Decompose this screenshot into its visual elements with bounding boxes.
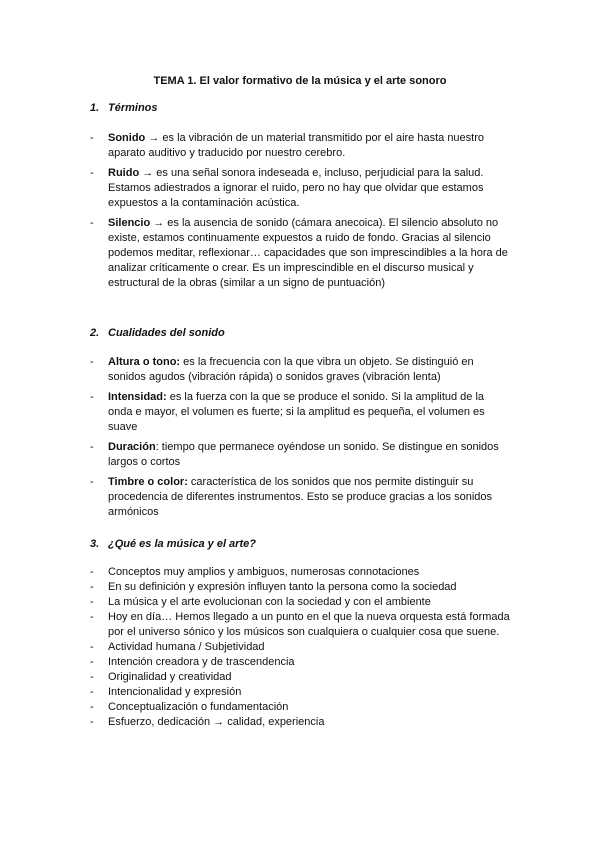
item-text: Actividad humana / Subjetividad — [108, 641, 265, 653]
list-item — [90, 685, 510, 700]
section-heading-cualidades — [90, 326, 225, 341]
item-text: Conceptualización o fundamentación — [108, 701, 289, 713]
term-text: : tiempo que permanece oyéndose un sonido. Se distingue en sonidos largos o cortos — [108, 441, 499, 468]
term-label: Duración — [108, 441, 156, 453]
section-title: ¿Qué es la música y el arte? — [108, 538, 256, 550]
section-number: 1. — [90, 102, 100, 114]
list-item — [90, 355, 510, 385]
list-item — [90, 595, 510, 610]
bullet: - — [90, 716, 94, 728]
bullet: - — [90, 656, 94, 668]
bullet: - — [90, 217, 94, 229]
qualities-list — [90, 355, 510, 525]
item-text: Hoy en día… Hemos llegado a un punto en el que la nueva orquesta está formada por el universo sónico y los músicos son cualquiera o cualquier cosa que suene. — [108, 611, 510, 638]
term-label: Sonido — [108, 132, 146, 144]
bullet: - — [90, 167, 94, 179]
list-item — [90, 475, 510, 520]
term-text: → es la vibración de un material transmitido por el aire hasta nuestro aparato auditivo y traducido por nuestro cerebro. — [108, 132, 485, 159]
term-label: Altura o tono: — [108, 356, 181, 368]
bullet: - — [90, 641, 94, 653]
bullet: - — [90, 356, 94, 368]
term-text: → es la ausencia de sonido (cámara anecoica). El silencio absoluto no existe, estamos continuamente expuestos a ruido de fondo. Gracias al silencio podemos meditar, reflexionar… capacidades que son imprescindibles a la hora de analizar críticamente o crear. Es un imprescindible en el discurso musical y estructural de la obras (similar a un signo de puntuación) — [108, 217, 508, 289]
list-item — [90, 640, 510, 655]
item-text: Intención creadora y de trascendencia — [108, 656, 295, 668]
bullet: - — [90, 441, 94, 453]
section-title: Términos — [108, 102, 158, 114]
item-text: Intencionalidad y expresión — [108, 686, 242, 698]
bullet: - — [90, 701, 94, 713]
list-item — [90, 670, 510, 685]
list-item — [90, 580, 510, 595]
item-text: Originalidad y creatividad — [108, 671, 232, 683]
term-text: es la frecuencia con la que vibra un objeto. Se distinguió en sonidos agudos (vibración rápida) o sonidos graves (vibración lenta) — [108, 356, 474, 383]
list-item — [90, 166, 510, 211]
list-item — [90, 655, 510, 670]
term-label: Silencio — [108, 217, 151, 229]
list-item — [90, 565, 510, 580]
bullet: - — [90, 671, 94, 683]
list-item — [90, 131, 510, 161]
list-item — [90, 715, 510, 730]
bullet: - — [90, 686, 94, 698]
terms-list — [90, 131, 510, 296]
item-text: Esfuerzo, dedicación → calidad, experiencia — [108, 716, 325, 728]
bullet: - — [90, 611, 94, 623]
bullet: - — [90, 581, 94, 593]
list-item — [90, 610, 510, 640]
section-number: 2. — [90, 327, 100, 339]
item-text: Conceptos muy amplios y ambiguos, numerosas connotaciones — [108, 566, 420, 578]
section-title: Cualidades del sonido — [108, 327, 225, 339]
section-heading-terminos — [90, 101, 158, 116]
bullet: - — [90, 596, 94, 608]
section-number: 3. — [90, 538, 100, 550]
term-label: Ruido — [108, 167, 140, 179]
section-heading-musica-arte — [90, 537, 256, 552]
list-item — [90, 216, 510, 291]
list-item — [90, 700, 510, 715]
list-item — [90, 440, 510, 470]
document-title: TEMA 1. El valor formativo de la música y el arte sonoro — [153, 75, 447, 87]
bullet: - — [90, 132, 94, 144]
term-label: Timbre o color: — [108, 476, 188, 488]
term-label: Intensidad: — [108, 391, 167, 403]
item-text: En su definición y expresión influyen tanto la persona como la sociedad — [108, 581, 457, 593]
music-art-list — [90, 565, 510, 730]
bullet: - — [90, 476, 94, 488]
term-text: característica de los sonidos que nos permite distinguir su procedencia de diferentes instrumentos. Esto se produce gracias a los sonidos armónicos — [108, 476, 492, 518]
term-text: → es una señal sonora indeseada e, incluso, perjudicial para la salud. Estamos adiestrados a ignorar el ruido, pero no hay que olvidar que estamos expuestos a la contaminación acústica. — [108, 167, 484, 209]
bullet: - — [90, 391, 94, 403]
item-text: La música y el arte evolucionan con la sociedad y con el ambiente — [108, 596, 431, 608]
bullet: - — [90, 566, 94, 578]
term-text: es la fuerza con la que se produce el sonido. Si la amplitud de la onda e mayor, el volumen es fuerte; si la amplitud es pequeña, el volumen es suave — [108, 391, 485, 433]
list-item — [90, 390, 510, 435]
